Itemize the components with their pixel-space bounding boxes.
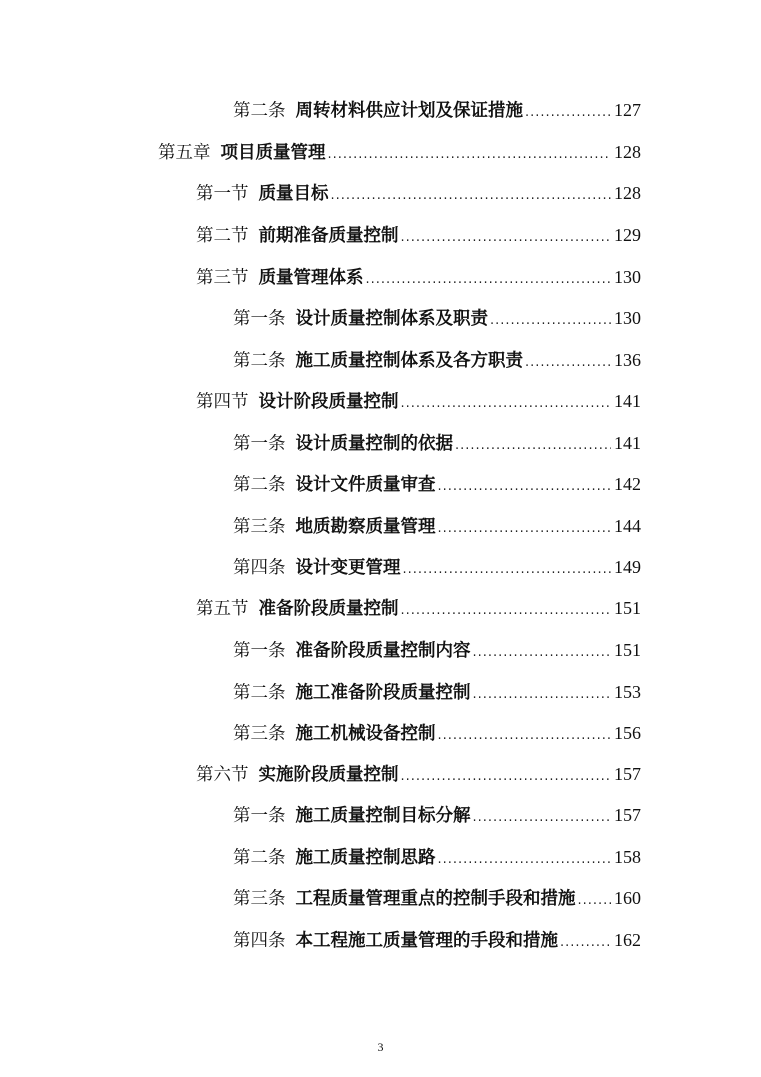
toc-entry-number: 第四条 <box>233 558 286 578</box>
dot-leader <box>560 928 611 958</box>
toc-entry-page: 151 <box>614 640 641 660</box>
toc-entry-page: 162 <box>614 930 641 950</box>
dot-leader <box>331 181 612 211</box>
toc-entry[interactable] <box>196 759 641 789</box>
toc-entry[interactable] <box>233 925 641 955</box>
toc-entry-number: 第四条 <box>233 931 286 951</box>
toc-entry-page: 141 <box>614 391 641 411</box>
dot-leader <box>328 140 612 170</box>
toc-entry-page: 156 <box>614 723 641 743</box>
dot-leader <box>578 886 612 916</box>
dot-leader <box>438 721 612 751</box>
toc-entry-number: 第二条 <box>233 848 286 868</box>
dot-leader <box>438 514 612 544</box>
toc-entry-title: 地质勘察质量管理 <box>295 517 436 537</box>
toc-entry-number: 第四节 <box>196 392 249 412</box>
toc-entry[interactable] <box>196 593 641 623</box>
toc-entry-number: 第五章 <box>158 143 211 163</box>
toc-entry-number: 第六节 <box>196 765 249 785</box>
toc-entry-number: 第一条 <box>233 434 286 454</box>
toc-entry[interactable] <box>233 883 641 913</box>
dot-leader <box>525 98 611 128</box>
toc-entry-title: 准备阶段质量控制内容 <box>295 641 471 661</box>
dot-leader <box>455 431 611 461</box>
toc-entry[interactable] <box>196 386 641 416</box>
toc-entry-page: 141 <box>614 433 641 453</box>
toc-entry-number: 第三条 <box>233 889 286 909</box>
toc-entry-title: 质量目标 <box>258 184 329 204</box>
toc-entry[interactable] <box>233 469 641 499</box>
toc-entry-number: 第三条 <box>233 724 286 744</box>
dot-leader <box>473 638 612 668</box>
toc-entry-title: 施工机械设备控制 <box>295 724 436 744</box>
toc-entry[interactable] <box>233 800 641 830</box>
toc-entry-title: 施工准备阶段质量控制 <box>295 683 471 703</box>
toc-entry-page: 142 <box>614 474 641 494</box>
toc-entry[interactable] <box>196 178 641 208</box>
toc-entry[interactable] <box>233 842 641 872</box>
toc-entry-page: 127 <box>614 100 641 120</box>
toc-entry-page: 128 <box>614 183 641 203</box>
toc-entry-title: 施工质量控制目标分解 <box>295 806 471 826</box>
toc-entry-title: 实施阶段质量控制 <box>258 765 399 785</box>
toc-entry[interactable] <box>196 262 641 292</box>
toc-entry-title: 周转材料供应计划及保证措施 <box>295 101 523 121</box>
dot-leader <box>401 389 612 419</box>
page-number: 3 <box>377 1040 384 1054</box>
dot-leader <box>401 596 612 626</box>
toc-entry[interactable] <box>233 677 641 707</box>
toc-entry-title: 设计质量控制体系及职责 <box>295 309 488 329</box>
toc-entry-number: 第二条 <box>233 683 286 703</box>
toc-entry-page: 151 <box>614 598 641 618</box>
dot-leader <box>403 555 612 585</box>
dot-leader <box>401 762 612 792</box>
toc-entry-page: 149 <box>614 557 641 577</box>
toc-entry-title: 设计文件质量审查 <box>295 475 436 495</box>
toc-entry-title: 施工质量控制体系及各方职责 <box>295 351 523 371</box>
toc-entry-title: 质量管理体系 <box>258 268 364 288</box>
toc-entry-number: 第五节 <box>196 599 249 619</box>
toc-entry[interactable] <box>233 428 641 458</box>
toc-entry-title: 设计变更管理 <box>295 558 401 578</box>
toc-entry-page: 130 <box>614 267 641 287</box>
toc-entry-title: 项目质量管理 <box>220 143 326 163</box>
toc-entry-title: 工程质量管理重点的控制手段和措施 <box>295 889 576 909</box>
toc-entry-page: 157 <box>614 764 641 784</box>
toc-entry[interactable] <box>233 303 641 333</box>
toc-entry-number: 第一条 <box>233 309 286 329</box>
toc-entry-title: 施工质量控制思路 <box>295 848 436 868</box>
toc-entry[interactable] <box>158 137 641 167</box>
toc-entry-title: 设计质量控制的依据 <box>295 434 453 454</box>
toc-entry[interactable] <box>233 552 641 582</box>
toc-entry-page: 160 <box>614 888 641 908</box>
toc-entry-page: 157 <box>614 805 641 825</box>
toc-entry[interactable] <box>233 718 641 748</box>
dot-leader <box>473 803 612 833</box>
toc-entry-number: 第二条 <box>233 101 286 121</box>
dot-leader <box>401 223 612 253</box>
dot-leader <box>438 845 612 875</box>
dot-leader <box>366 265 612 295</box>
toc-entry[interactable] <box>233 345 641 375</box>
toc-entry-page: 153 <box>614 682 641 702</box>
toc-entry-page: 158 <box>614 847 641 867</box>
toc-entry-number: 第一条 <box>233 641 286 661</box>
toc-entry-title: 前期准备质量控制 <box>258 226 399 246</box>
toc-entry-title: 设计阶段质量控制 <box>258 392 399 412</box>
toc-entry[interactable] <box>196 220 641 250</box>
toc-entry-number: 第一节 <box>196 184 249 204</box>
toc-entry-number: 第二条 <box>233 475 286 495</box>
toc-entry-number: 第二节 <box>196 226 249 246</box>
toc-entry-number: 第三节 <box>196 268 249 288</box>
toc-entry-number: 第一条 <box>233 806 286 826</box>
dot-leader <box>438 472 612 502</box>
toc-entry[interactable] <box>233 95 641 125</box>
toc-entry-title: 准备阶段质量控制 <box>258 599 399 619</box>
toc-entry[interactable] <box>233 635 641 665</box>
toc-entry-page: 128 <box>614 142 641 162</box>
toc-entry-number: 第三条 <box>233 517 286 537</box>
toc-entry-number: 第二条 <box>233 351 286 371</box>
toc-entry[interactable] <box>233 511 641 541</box>
toc-entry-title: 本工程施工质量管理的手段和措施 <box>295 931 558 951</box>
toc-entry-page: 130 <box>614 308 641 328</box>
dot-leader <box>473 680 612 710</box>
toc-entry-page: 144 <box>614 516 641 536</box>
toc-entry-page: 129 <box>614 225 641 245</box>
dot-leader <box>490 306 611 336</box>
dot-leader <box>525 348 611 378</box>
toc-entry-page: 136 <box>614 350 641 370</box>
